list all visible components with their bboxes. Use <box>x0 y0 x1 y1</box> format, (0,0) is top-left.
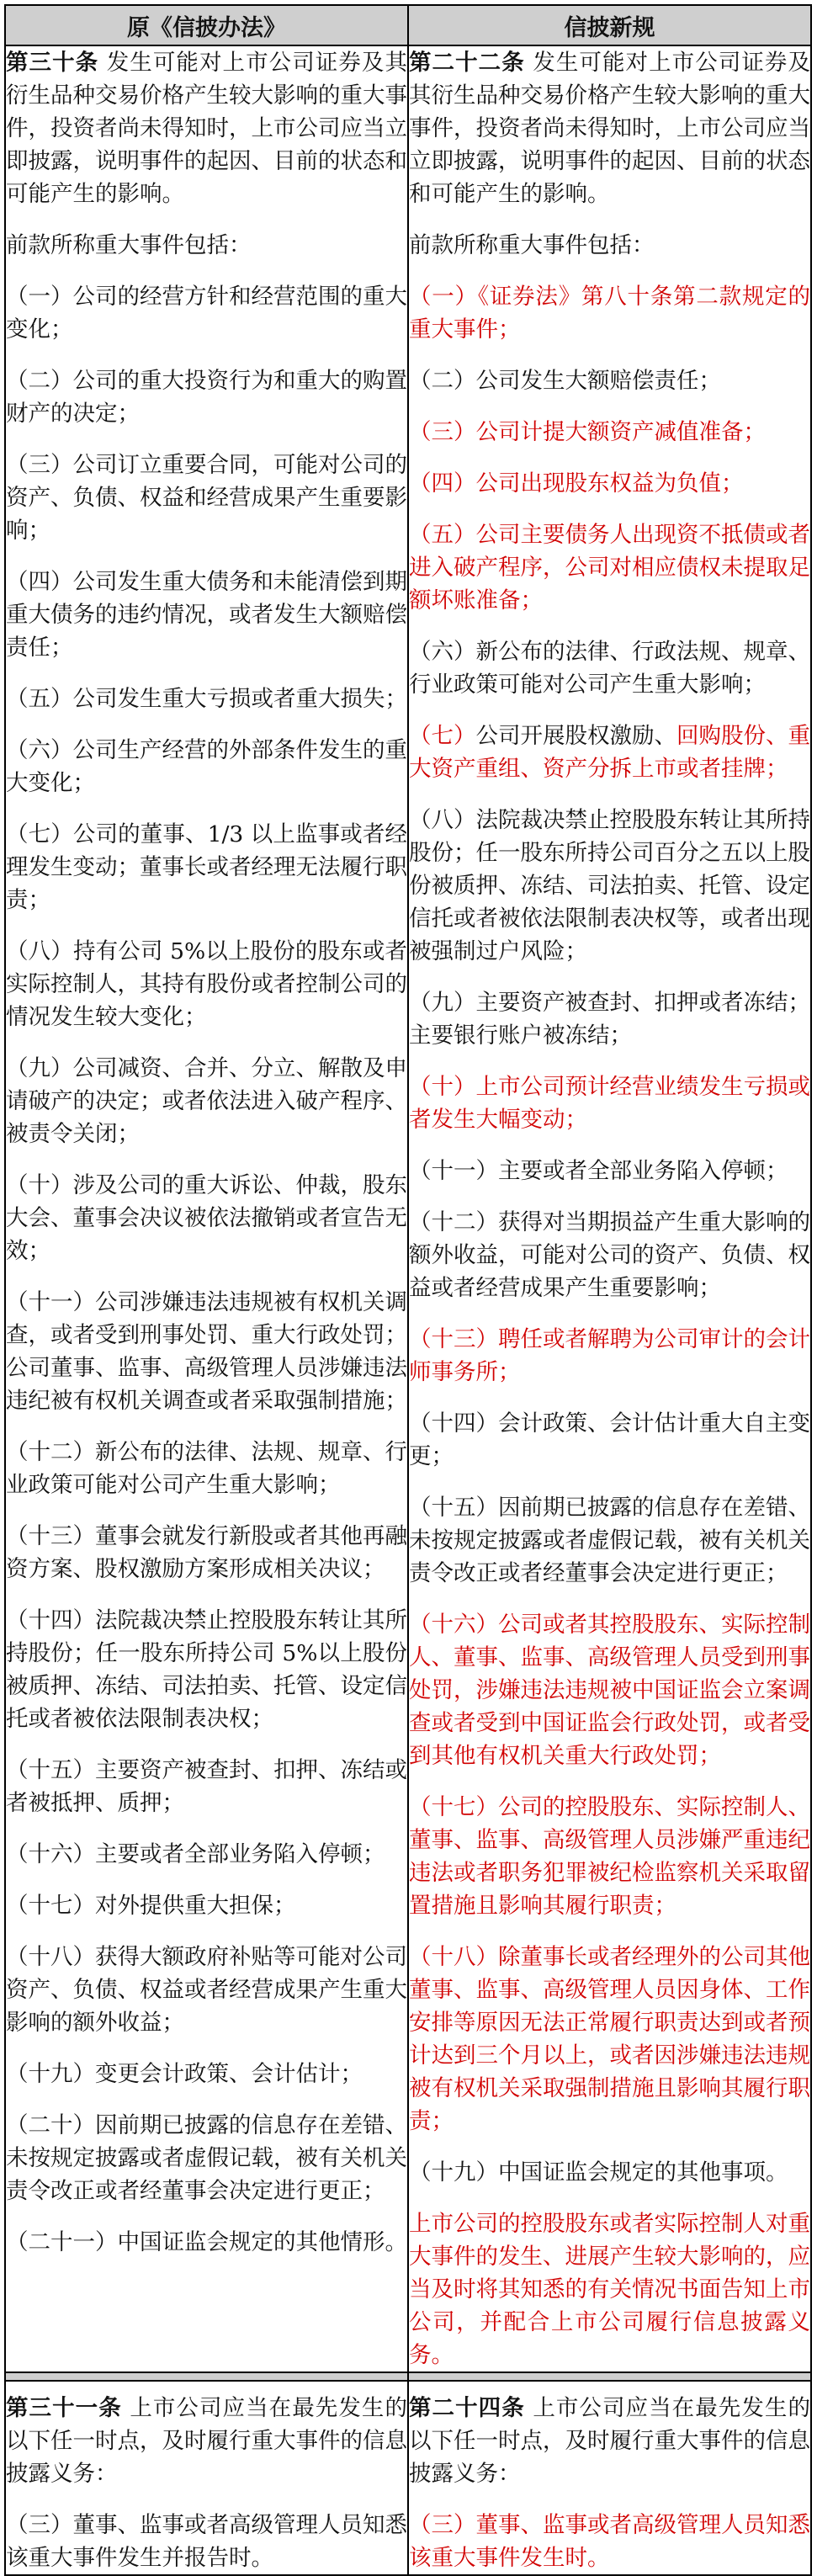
clause-paragraph <box>409 1323 810 1389</box>
clause-paragraph <box>409 1791 810 1922</box>
clause-text: （三）董事、监事或者高级管理人员知悉该重大事件发生时。 <box>409 2512 810 2571</box>
clause-text-part: 公司开展股权激励、 <box>475 723 676 749</box>
clause-paragraph <box>6 1520 407 1585</box>
clause-paragraph <box>409 635 810 701</box>
clause-paragraph <box>6 364 407 430</box>
clause-paragraph <box>409 986 810 1052</box>
clause-text: （十七）对外提供重大担保； <box>6 1893 296 1919</box>
clause-text: （十八）除董事长或者经理外的公司其他董事、监事、高级管理人员因身体、工作安排等原因无法正常履行职责达到或者预计达到三个月以上，或者因涉嫌违法违规被有权机关采取强制措施且影响其履行职责； <box>409 1944 810 2134</box>
clause-text: （三）董事、监事或者高级管理人员知悉该重大事件发生并报告时。 <box>6 2512 407 2571</box>
clause-text: （四）公司出现股东权益为负值； <box>409 470 744 497</box>
clause-text: （十二）获得对当期损益产生重大影响的额外收益，可能对公司的资产、负债、权益或者经营成果产生重要影响； <box>409 1209 810 1301</box>
clause-text: （十四）法院裁决禁止控股股东转让其所持股份；任一股东所持公司 5%以上股份被质押、冻结、司法拍卖、托管、设定信托或者被依法限制表决权； <box>6 1607 407 1732</box>
clause-text: （二十）因前期已披露的信息存在差错、未按规定披露或者虚假记载，被有关机关责令改正或者经董事会决定进行更正； <box>6 2112 407 2204</box>
clause-paragraph <box>6 1286 407 1417</box>
clause-paragraph <box>6 229 407 262</box>
clause-text: （八）持有公司 5%以上股份的股东或者实际控制人，其持有股份或者控制公司的情况发生较大变化； <box>6 938 407 1030</box>
clause-text: 发生可能对上市公司证券及其衍生品种交易价格产生较大影响的重大事件，投资者尚未得知时，上市公司应当立即披露，说明事件的起因、目前的状态和可能产生的影响。 <box>409 50 810 207</box>
clause-text: 上市公司的控股股东或者实际控制人对重大事件的发生、进展产生较大影响的，应当及时将其知悉的有关情况书面告知上市公司，并配合上市公司履行信息披露义务。 <box>409 2211 810 2368</box>
clause-paragraph <box>409 2392 810 2490</box>
section1-row <box>5 45 811 2372</box>
clause-text: 前款所称重大事件包括： <box>409 232 655 258</box>
clause-paragraph <box>409 1155 810 1187</box>
clause-text: （十六）公司或者其控股股东、实际控制人、董事、监事、高级管理人员受到刑事处罚，涉嫌违法违规被中国证监会立案调查或者受到中国证监会行政处罚，或者受到其他有权机关重大行政处罚； <box>409 1612 810 1769</box>
clause-paragraph <box>409 2207 810 2372</box>
clause-paragraph <box>409 280 810 346</box>
clause-text: （六）新公布的法律、行政法规、规章、行业政策可能对公司产生重大影响； <box>409 639 810 698</box>
clause-paragraph <box>6 449 407 547</box>
clause-text: （十二）新公布的法律、法规、规章、行业政策可能对公司产生重大影响； <box>6 1439 407 1498</box>
clause-text: （十四）会计政策、会计估计重大自主变更； <box>409 1410 810 1469</box>
section2-new-rules <box>408 2381 811 2575</box>
clause-text: 前款所称重大事件包括： <box>6 232 252 258</box>
section1-new-rules <box>408 45 811 2372</box>
clause-paragraph <box>409 364 810 397</box>
clause-text: 上市公司应当在最先发生的以下任一时点，及时履行重大事件的信息披露义务： <box>6 2395 407 2487</box>
clause-text: 上市公司应当在最先发生的以下任一时点，及时履行重大事件的信息披露义务： <box>409 2395 810 2487</box>
clause-paragraph <box>6 1169 407 1267</box>
article-number: 第二十四条 <box>409 2395 525 2421</box>
clause-text-part: 回购股份、重大资产重组、资产分拆上市或者挂牌； <box>409 723 810 782</box>
clause-text: （一）《证券法》第八十条第二款规定的重大事件； <box>409 284 810 343</box>
clause-paragraph <box>6 1052 407 1150</box>
right-column-header: 信披新规 <box>408 5 811 45</box>
clause-text: （八）法院裁决禁止控股股东转让其所持股份；任一股东所持公司百分之五以上股份被质押、冻结、司法拍卖、托管、设定信托或者被依法限制表决权等，或者出现被强制过户风险； <box>409 807 810 964</box>
article-number: 第三十一条 <box>6 2395 122 2421</box>
clause-paragraph <box>6 2226 407 2259</box>
clause-paragraph <box>409 1491 810 1590</box>
clause-text: （十九）中国证监会规定的其他事项。 <box>409 2159 788 2186</box>
clause-text: （四）公司发生重大债务和未能清偿到期重大债务的违约情况，或者发生大额赔偿责任； <box>6 569 407 661</box>
clause-text: （十一）公司涉嫌违法违规被有权机关调查，或者受到刑事处罚、重大行政处罚；公司董事、监事、高级管理人员涉嫌违法违纪被有权机关调查或者采取强制措施； <box>6 1289 407 1414</box>
clause-paragraph <box>6 1838 407 1871</box>
clause-paragraph <box>6 2392 407 2490</box>
clause-text: （十九）变更会计政策、会计估计； <box>6 2061 363 2087</box>
clause-text: （十七）公司的控股股东、实际控制人、董事、监事、高级管理人员涉嫌严重违纪违法或者职务犯罪被纪检监察机关采取留置措施且影响其履行职责； <box>409 1794 810 1919</box>
clause-text: （九）公司减资、合并、分立、解散及申请破产的决定；或者依法进入破产程序、被责令关闭； <box>6 1055 407 1147</box>
clause-text: （九）主要资产被查封、扣押或者冻结；主要银行账户被冻结； <box>409 990 810 1049</box>
clause-text: （十五）因前期已披露的信息存在差错、未按规定披露或者虚假记载，被有关机关责令改正或者经董事会决定进行更正； <box>409 1495 810 1586</box>
clause-paragraph <box>409 1608 810 1772</box>
clause-paragraph <box>6 734 407 799</box>
header-row <box>5 5 811 45</box>
clause-paragraph <box>409 1941 810 2138</box>
clause-paragraph <box>6 683 407 715</box>
clause-paragraph <box>409 1206 810 1304</box>
clause-paragraph <box>409 518 810 617</box>
clause-text: （十五）主要资产被查封、扣押、冻结或者被抵押、质押； <box>6 1757 407 1816</box>
clause-paragraph <box>6 2109 407 2207</box>
clause-paragraph <box>6 1889 407 1922</box>
clause-paragraph <box>6 1941 407 2039</box>
clause-paragraph <box>409 2509 810 2574</box>
clause-paragraph <box>409 467 810 500</box>
clause-paragraph <box>6 818 407 916</box>
clause-paragraph <box>409 804 810 968</box>
section2-row <box>5 2381 811 2575</box>
article-number: 第三十条 <box>6 50 99 76</box>
clause-paragraph <box>6 46 407 210</box>
clause-paragraph <box>6 935 407 1033</box>
clause-text: （三）公司订立重要合同，可能对公司的资产、负债、权益和经营成果产生重要影响； <box>6 452 407 544</box>
clause-text: 发生可能对上市公司证券及其衍生品种交易价格产生较大影响的重大事件，投资者尚未得知时，上市公司应当立即披露，说明事件的起因、目前的状态和可能产生的影响。 <box>6 50 407 207</box>
clause-text-part: （七） <box>409 723 476 749</box>
clause-text: （三）公司计提大额资产减值准备； <box>409 419 766 445</box>
clause-text: （二）公司发生大额赔偿责任； <box>409 368 721 394</box>
clause-paragraph <box>409 229 810 262</box>
clause-paragraph <box>409 46 810 210</box>
clause-text: （一）公司的经营方针和经营范围的重大变化； <box>6 284 407 343</box>
clause-paragraph <box>6 2058 407 2090</box>
clause-text: （二十一）中国证监会规定的其他情形。 <box>6 2229 407 2255</box>
clause-text: （五）公司发生重大亏损或者重大损失； <box>6 686 407 712</box>
clause-text: （十三）聘任或者解聘为公司审计的会计师事务所； <box>409 1326 810 1385</box>
clause-text: （七）公司的董事、1/3 以上监事或者经理发生变动；董事长或者经理无法履行职责； <box>6 821 407 913</box>
clause-paragraph <box>6 1436 407 1501</box>
clause-text: （十八）获得大额政府补贴等可能对公司资产、负债、权益或者经营成果产生重大影响的额外收益； <box>6 1944 407 2036</box>
comparison-table <box>4 4 812 2576</box>
clause-paragraph <box>409 2156 810 2189</box>
clause-paragraph <box>409 720 810 785</box>
section1-old-rules <box>5 45 408 2372</box>
left-column-header: 原《信披办法》 <box>5 5 408 45</box>
clause-text: （十一）主要或者全部业务陷入停顿； <box>409 1158 788 1184</box>
clause-paragraph <box>6 1604 407 1735</box>
clause-text: （十）涉及公司的重大诉讼、仲裁，股东大会、董事会决议被依法撤销或者宣告无效； <box>6 1172 407 1264</box>
clause-paragraph <box>6 2509 407 2574</box>
clause-paragraph <box>409 416 810 449</box>
clause-paragraph <box>6 566 407 664</box>
clause-paragraph <box>409 1407 810 1473</box>
clause-text: （六）公司生产经营的外部条件发生的重大变化； <box>6 737 407 796</box>
clause-text: （十六）主要或者全部业务陷入停顿； <box>6 1841 385 1867</box>
article-number: 第二十二条 <box>409 50 525 76</box>
clause-paragraph <box>409 1070 810 1136</box>
clause-text: （十三）董事会就发行新股或者其他再融资方案、股权激励方案形成相关决议； <box>6 1523 407 1582</box>
clause-paragraph <box>6 1754 407 1819</box>
clause-text: （五）公司主要债务人出现资不抵债或者进入破产程序，公司对相应债权未提取足额坏账准备； <box>409 522 810 613</box>
section2-old-rules <box>5 2381 408 2575</box>
clause-paragraph <box>6 280 407 346</box>
clause-text: （二）公司的重大投资行为和重大的购置财产的决定； <box>6 368 407 427</box>
section-separator <box>5 2372 811 2381</box>
clause-text: （十）上市公司预计经营业绩发生亏损或者发生大幅变动； <box>409 1074 810 1133</box>
